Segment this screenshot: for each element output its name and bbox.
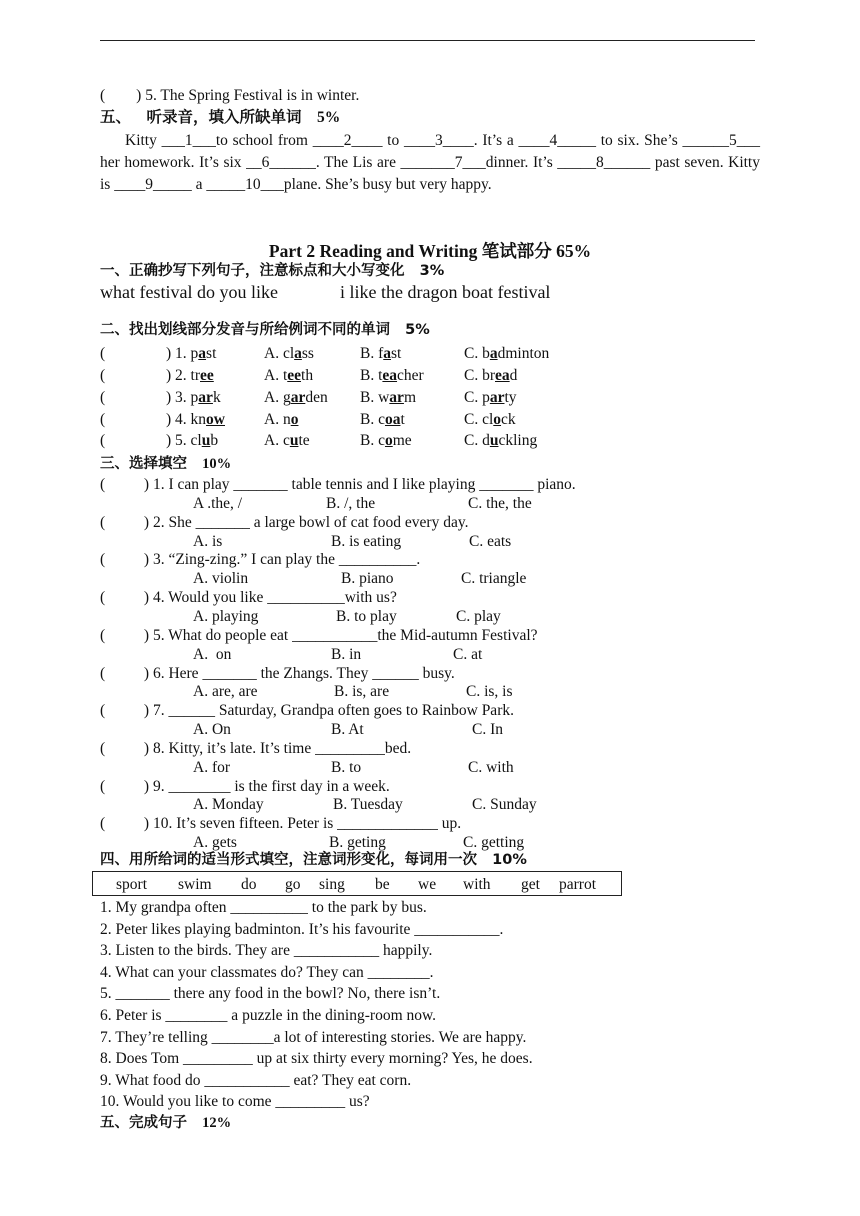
word-bank-word: with	[463, 876, 491, 893]
section-heading-listen: 五、 听录音，填入所缺单词 5%	[100, 108, 341, 126]
option-a: A. violin	[193, 570, 249, 588]
listening-item-5: ( ) 5. The Spring Festival is in winter.	[100, 87, 360, 104]
option-b: B. to play	[336, 607, 397, 625]
example-word: ) 3. park	[166, 389, 221, 406]
option-a: A. gets	[193, 834, 237, 852]
word-bank-word: we	[418, 876, 437, 893]
question: ( ) 9. ________ is the first day in a week.	[100, 777, 390, 795]
option-c: C. play	[456, 607, 501, 625]
fill-sentence: 6. Peter is ________ a puzzle in the dining-room now.	[100, 1007, 437, 1024]
option-b: B. Tuesday	[333, 796, 403, 814]
option-b: B. coat	[360, 411, 405, 428]
option-a: A. no	[264, 411, 299, 428]
fill-sentence: 3. Listen to the birds. They are ___________ happily.	[100, 942, 433, 960]
option-c: C. duckling	[464, 432, 538, 449]
listening-passage: Kitty ___1___to school from ____2____ to ____3____. It’s a ____4_____ to six. She’s ______5___ her homework. It’s six __6______. The Lis are _______7___dinner. It’s _____8______ past seven. Kitty is ____9_____ a _____10___plane. She’s busy but very happy.	[100, 132, 760, 193]
example-word: ) 5. club	[166, 432, 219, 449]
question: ( ) 4. Would you like __________with us?	[100, 589, 397, 607]
example-word: ) 2. tree	[166, 367, 214, 384]
option-b: B. /, the	[326, 494, 376, 512]
option-c: C. at	[453, 645, 483, 663]
question: ( ) 5. What do people eat ___________the Mid-autumn Festival?	[100, 626, 538, 644]
word-bank-word: swim	[178, 876, 212, 893]
option-a: A. are, are	[193, 683, 258, 701]
option-b: B. At	[331, 721, 364, 738]
part2-title: Part 2 Reading and Writing 笔试部分 65%	[268, 241, 592, 262]
option-b: B. in	[331, 645, 362, 663]
fill-sentence: 4. What can your classmates do? They can ________.	[100, 963, 434, 981]
option-c: C. with	[468, 758, 514, 776]
option-c: C. getting	[463, 834, 525, 852]
answer-paren: (	[100, 432, 106, 449]
option-b: B. come	[360, 432, 412, 449]
option-a: A. on	[193, 645, 232, 663]
option-c: C. eats	[469, 532, 512, 550]
top-rule	[100, 40, 755, 41]
option-a: A. class	[264, 345, 314, 362]
option-b: B. geting	[329, 834, 386, 852]
answer-paren: (	[100, 411, 106, 428]
option-c: C. badminton	[464, 345, 550, 362]
fill-sentence: 5. _______ there any food in the bowl? No, there isn’t.	[100, 985, 441, 1003]
option-c: C. the, the	[468, 494, 532, 512]
sec3-heading: 三、选择填空 10%	[100, 456, 232, 472]
fill-sentence: 7. They’re telling ________a lot of interesting stories. We are happy.	[100, 1028, 527, 1046]
option-c: C. Sunday	[472, 796, 537, 814]
question: ( ) 6. Here _______ the Zhangs. They ______ busy.	[100, 664, 455, 682]
question: ( ) 8. Kitty, it’s late. It’s time _________bed.	[100, 739, 412, 757]
word-bank-word: sport	[116, 876, 147, 893]
option-c: C. triangle	[461, 570, 527, 588]
option-a: A. teeth	[264, 367, 314, 384]
fill-sentence: 9. What food do ___________ eat? They eat corn.	[100, 1071, 412, 1089]
option-b: B. is eating	[331, 532, 402, 550]
sec5-heading: 五、完成句子 12%	[100, 1115, 232, 1131]
option-b: B. piano	[341, 570, 394, 588]
option-a: A. is	[193, 532, 223, 550]
option-a: A. playing	[193, 607, 259, 625]
sec4-heading: 四、用所给词的适当形式填空，注意词形变化，每词用一次 10%	[100, 852, 527, 868]
word-bank-word: be	[375, 876, 390, 893]
word-bank-word: parrot	[559, 876, 597, 893]
question: ( ) 1. I can play _______ table tennis and I like playing _______ piano.	[100, 476, 576, 493]
option-b: B. teacher	[360, 367, 424, 384]
sec1-sentence-2: i like the dragon boat festival	[340, 282, 551, 302]
word-bank-word: get	[521, 876, 540, 893]
option-a: A. cute	[264, 432, 310, 449]
fill-sentence: 8. Does Tom _________ up at six thirty every morning? Yes, he does.	[100, 1050, 533, 1068]
answer-paren: (	[100, 367, 106, 384]
fill-sentence: 1. My grandpa often __________ to the park by bus.	[100, 899, 427, 916]
option-a: A. garden	[264, 389, 328, 406]
sec1-heading: 一、正确抄写下列句子，注意标点和大小写变化 3%	[100, 263, 445, 279]
option-c: C. bread	[464, 367, 518, 384]
sec2-heading: 二、找出划线部分发音与所给例词不同的单词 5%	[100, 322, 430, 338]
option-b: B. warm	[360, 389, 416, 406]
option-a: A .the, /	[193, 494, 243, 512]
question: ( ) 7. ______ Saturday, Grandpa often goes to Rainbow Park.	[100, 702, 514, 720]
fill-sentence: 10. Would you like to come _________ us?	[100, 1093, 370, 1111]
option-a: A. Monday	[193, 796, 264, 814]
option-c: C. party	[464, 389, 517, 406]
option-a: A. On	[193, 721, 231, 738]
option-b: B. to	[331, 758, 362, 776]
answer-paren: (	[100, 345, 106, 362]
option-b: B. is, are	[334, 683, 390, 701]
word-bank-word: do	[241, 876, 257, 893]
question: ( ) 10. It’s seven fifteen. Peter is _____________ up.	[100, 815, 462, 833]
question: ( ) 3. “Zing-zing.” I can play the __________.	[100, 551, 421, 569]
example-word: ) 1. past	[166, 345, 217, 362]
example-word: ) 4. know	[166, 411, 225, 428]
word-bank-word: go	[285, 876, 301, 893]
option-c: C. In	[472, 721, 503, 738]
word-bank-box	[92, 871, 622, 896]
fill-sentence: 2. Peter likes playing badminton. It’s his favourite ___________.	[100, 920, 504, 938]
sec1-sentence-1: what festival do you like	[100, 282, 278, 302]
word-bank-word: sing	[319, 876, 345, 893]
option-b: B. fast	[360, 345, 402, 362]
answer-paren: (	[100, 389, 106, 406]
question: ( ) 2. She _______ a large bowl of cat food every day.	[100, 513, 469, 531]
option-c: C. is, is	[466, 683, 513, 701]
option-c: C. clock	[464, 411, 516, 428]
option-a: A. for	[193, 758, 231, 776]
